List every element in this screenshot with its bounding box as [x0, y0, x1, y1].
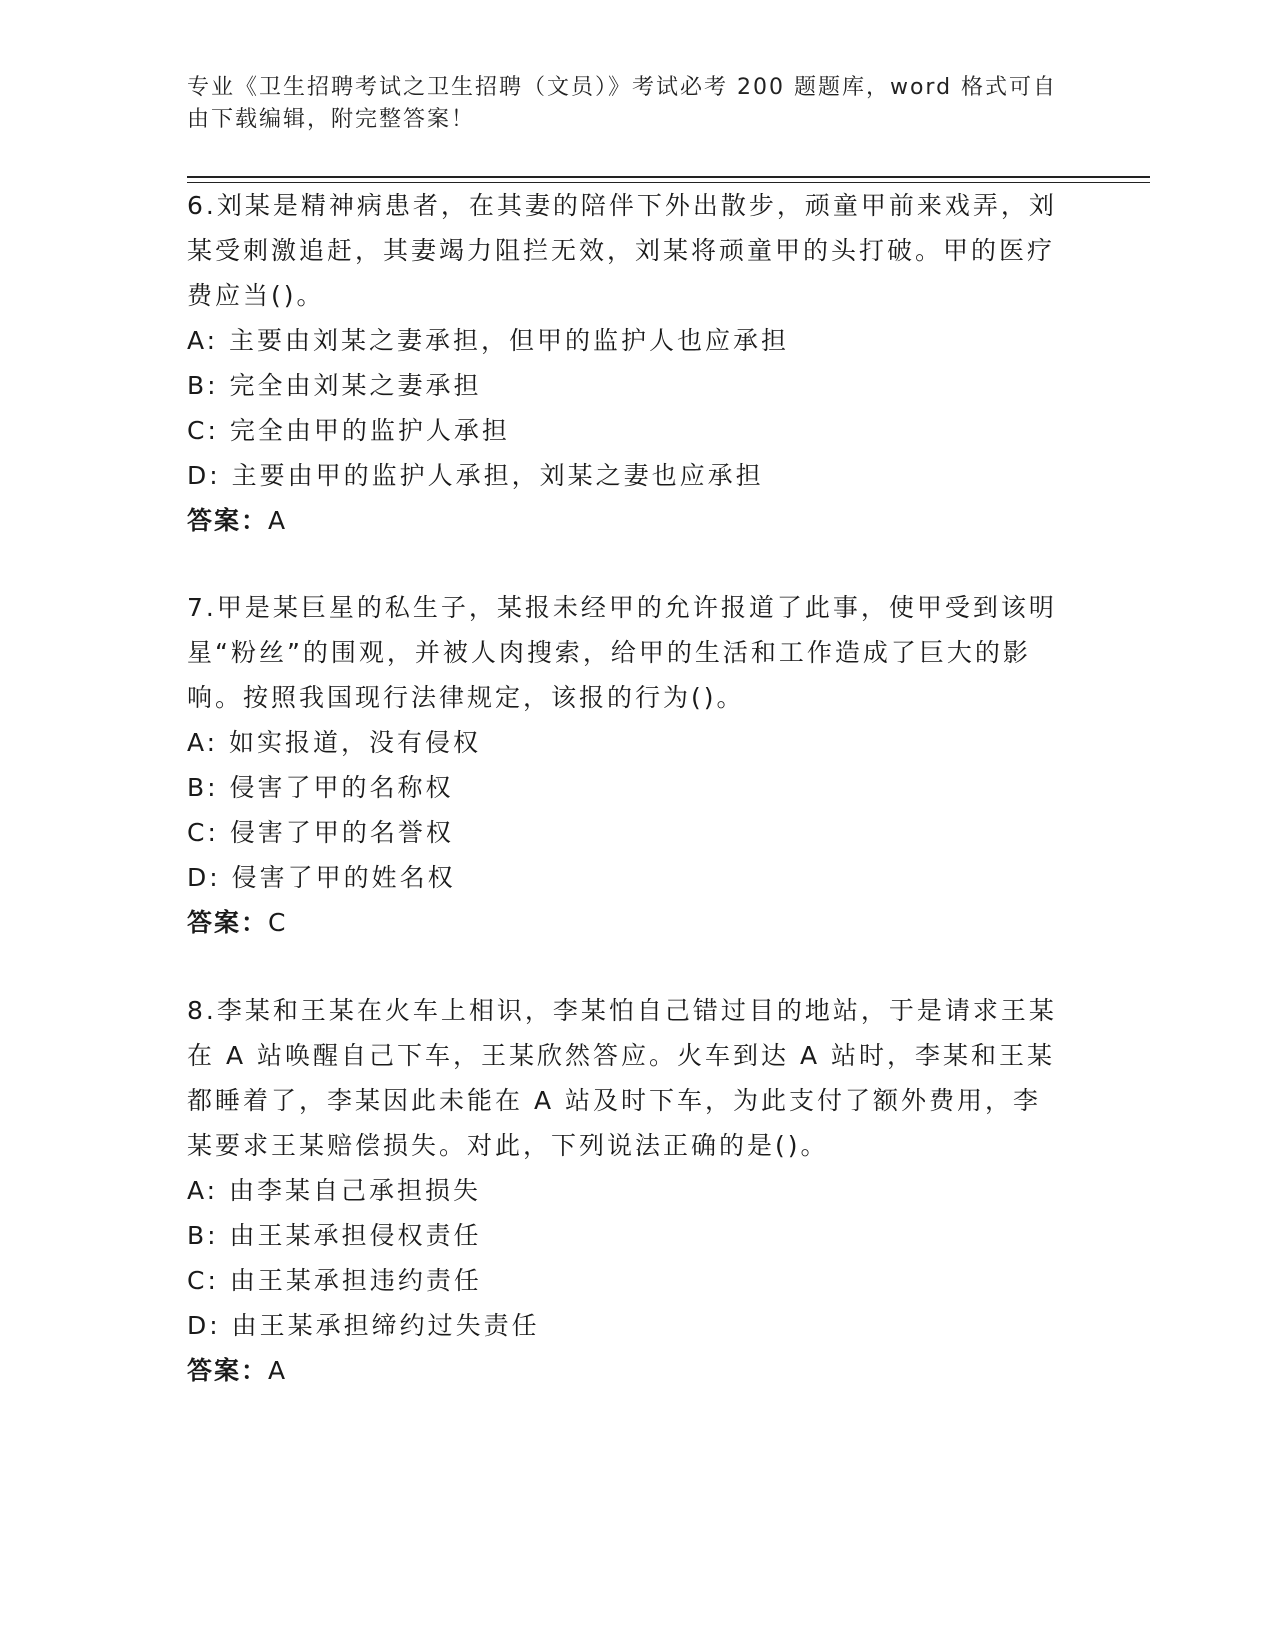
option-d: D: 侵害了甲的姓名权 — [187, 863, 456, 892]
answer-line — [187, 1348, 1067, 1393]
question-6 — [187, 183, 1067, 543]
option-b: B: 由王某承担侵权责任 — [187, 1221, 482, 1250]
answer-line — [187, 900, 1067, 945]
option-c: C: 完全由甲的监护人承担 — [187, 416, 510, 445]
question-7 — [187, 585, 1067, 945]
header-line-2: 由下载编辑，附完整答案！ — [187, 107, 476, 132]
header-divider-thick — [187, 176, 1150, 178]
option-d: D: 由王某承担缔约过失责任 — [187, 1311, 540, 1340]
answer-value: A — [268, 1356, 288, 1385]
answer-label: 答案： — [187, 908, 269, 937]
question-stem: 6.刘某是精神病患者，在其妻的陪伴下外出散步，顽童甲前来戏弄，刘某受刺激追赶，其妻竭力阻拦无效，刘某将顽童甲的头打破。甲的医疗费应当()。 — [187, 191, 1057, 310]
option-a: A: 主要由刘某之妻承担，但甲的监护人也应承担 — [187, 326, 790, 355]
header-line-1: 专业《卫生招聘考试之卫生招聘（文员）》考试必考 200 题题库，word 格式可自 — [187, 75, 1058, 100]
option-a: A: 如实报道，没有侵权 — [187, 728, 482, 757]
option-c: C: 侵害了甲的名誉权 — [187, 818, 454, 847]
option-b: B: 侵害了甲的名称权 — [187, 773, 454, 802]
question-stem: 7.甲是某巨星的私生子，某报未经甲的允许报道了此事，使甲受到该明星“粉丝”的围观，并被人肉搜索，给甲的生活和工作造成了巨大的影响。按照我国现行法律规定，该报的行为()。 — [187, 593, 1057, 712]
document-header — [187, 72, 1067, 136]
question-stem: 8.李某和王某在火车上相识，李某怕自己错过目的地站，于是请求王某在 A 站唤醒自己下车，王某欣然答应。火车到达 A 站时，李某和王某都睡着了，李某因此未能在 A 站及时下车，为此支付了额外费用，李某要求王某赔偿损失。对此，下列说法正确的是()。 — [187, 996, 1057, 1160]
question-8 — [187, 988, 1067, 1393]
answer-label: 答案： — [187, 1356, 269, 1385]
option-a: A: 由李某自己承担损失 — [187, 1176, 482, 1205]
answer-label: 答案： — [187, 506, 269, 535]
answer-line — [187, 498, 1067, 543]
answer-value: C — [268, 908, 288, 937]
option-d: D: 主要由甲的监护人承担，刘某之妻也应承担 — [187, 461, 764, 490]
option-b: B: 完全由刘某之妻承担 — [187, 371, 482, 400]
answer-value: A — [268, 506, 288, 535]
option-c: C: 由王某承担违约责任 — [187, 1266, 482, 1295]
